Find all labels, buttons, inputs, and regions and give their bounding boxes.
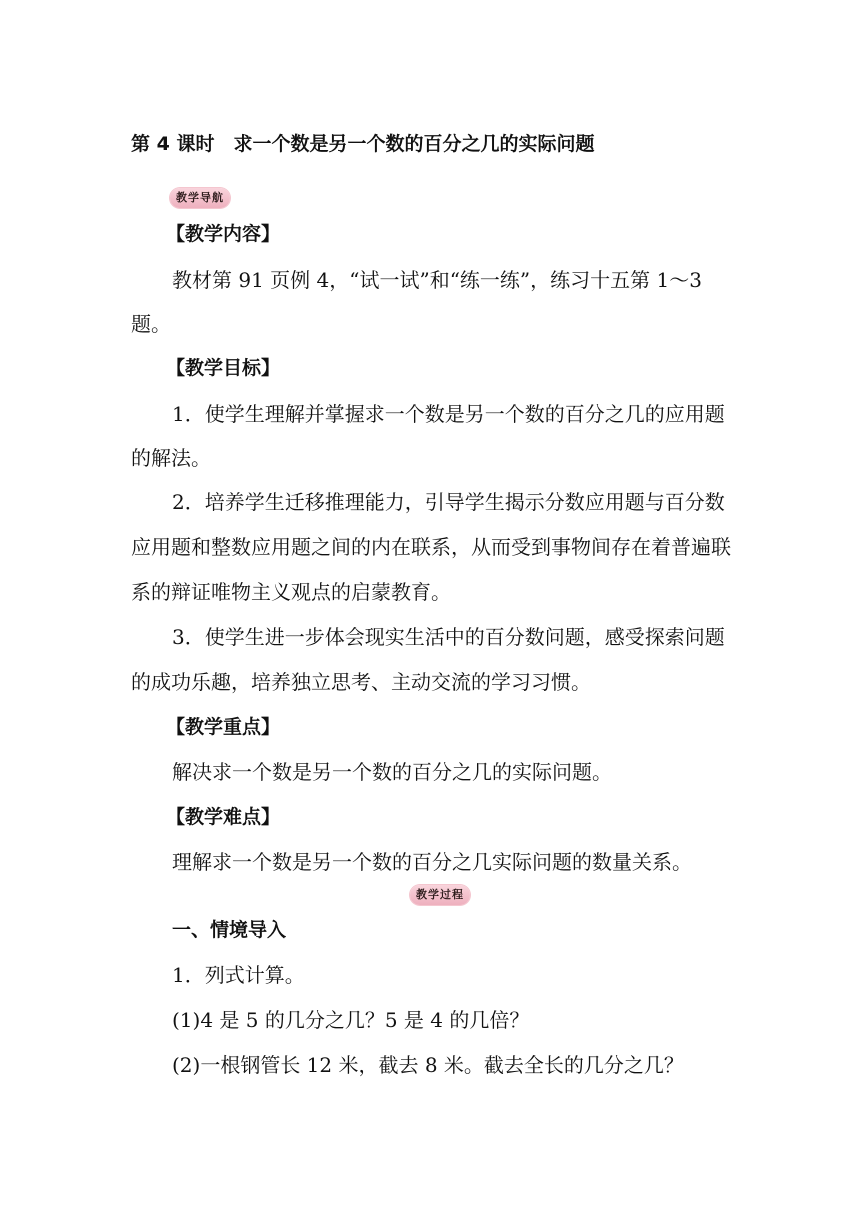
goal-2-line-3: 系的辩证唯物主义观点的启蒙教育。: [131, 580, 451, 604]
goal-2-line-1: 2．培养学生迁移推理能力，引导学生揭示分数应用题与百分数: [172, 490, 725, 514]
intro-question-1: (1)4 是 5 的几分之几？5 是 4 的几倍？: [172, 1008, 530, 1032]
content-heading: 【教学内容】: [166, 223, 281, 245]
intro-heading: 一、情境导入: [172, 919, 287, 941]
teaching-process-badge: 教学过程: [410, 885, 470, 905]
key-points-text: 解决求一个数是另一个数的百分之几的实际问题。: [172, 760, 612, 784]
goal-3-line-1: 3．使学生进一步体会现实生活中的百分数问题，感受探索问题: [172, 625, 725, 649]
content-line-1: 教材第 91 页例 4，“试一试”和“练一练”，练习十五第 1～3: [172, 268, 702, 292]
goal-3-line-2: 的成功乐趣，培养独立思考、主动交流的学习习惯。: [131, 670, 591, 694]
goal-1-line-1: 1．使学生理解并掌握求一个数是另一个数的百分之几的应用题: [172, 402, 725, 426]
teaching-guide-badge: 教学导航: [170, 188, 230, 208]
intro-item-1: 1．列式计算。: [172, 963, 305, 987]
difficulty-heading: 【教学难点】: [166, 806, 281, 828]
difficulty-text: 理解求一个数是另一个数的百分之几实际问题的数量关系。: [172, 850, 692, 874]
content-line-2: 题。: [131, 312, 171, 336]
key-points-heading: 【教学重点】: [166, 716, 281, 738]
goal-1-line-2: 的解法。: [131, 446, 211, 470]
goal-2-line-2: 应用题和整数应用题之间的内在联系，从而受到事物间存在着普遍联: [131, 535, 731, 559]
lesson-title: 第 4 课时 求一个数是另一个数的百分之几的实际问题: [131, 133, 595, 155]
intro-question-2: (2)一根钢管长 12 米，截去 8 米。截去全长的几分之几？: [172, 1053, 684, 1077]
goals-heading: 【教学目标】: [166, 357, 281, 379]
